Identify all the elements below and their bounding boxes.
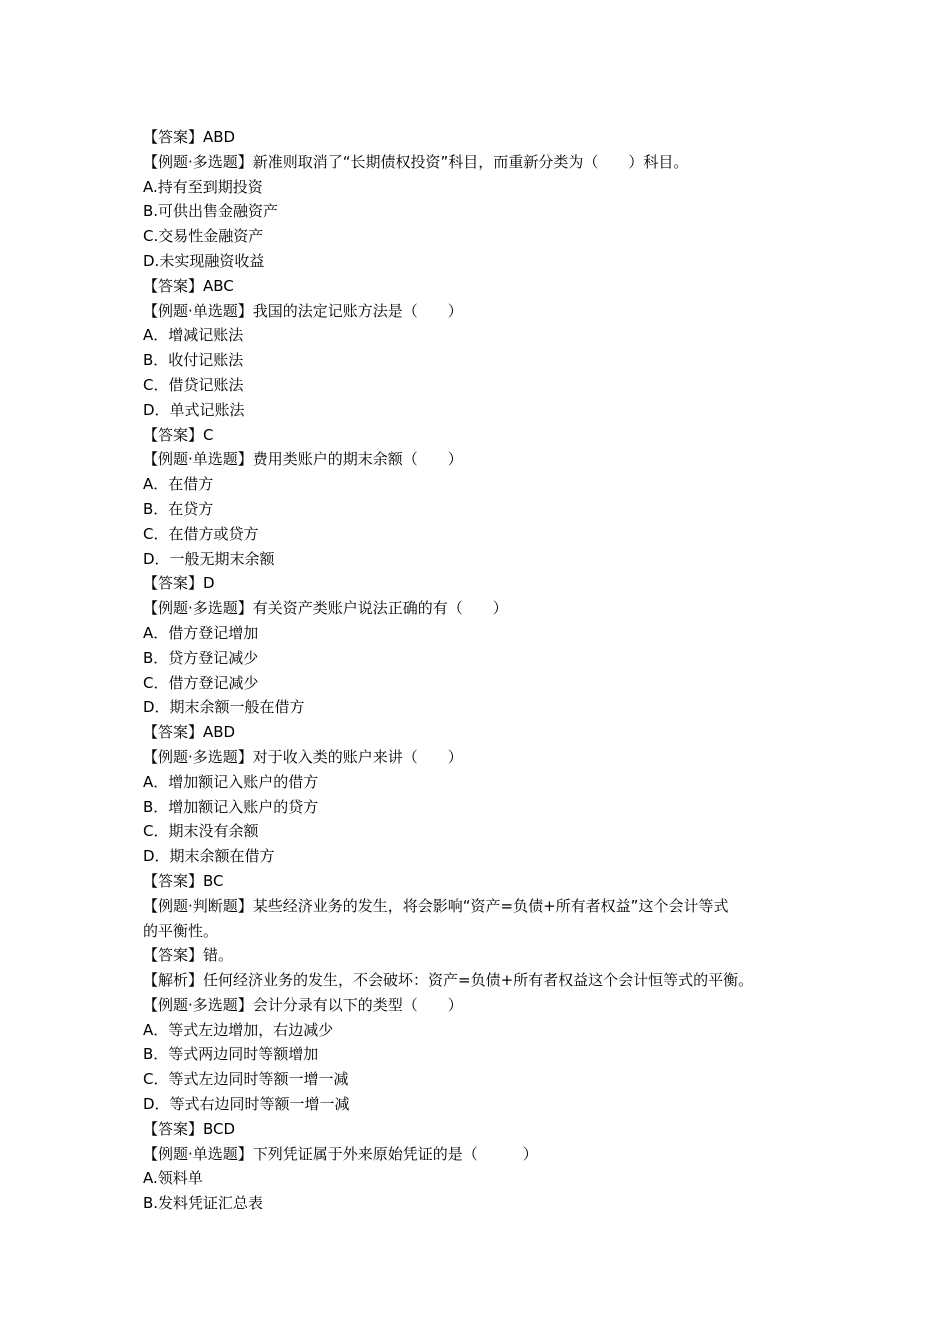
text-line: D．期末余额在借方 — [143, 847, 275, 866]
text-line: D．等式右边同时等额一增一减 — [143, 1095, 350, 1114]
text-line: A.持有至到期投资 — [143, 177, 263, 196]
text-line: 【答案】C — [143, 425, 214, 444]
text-line: 的平衡性。 — [143, 921, 219, 940]
text-line: 【例题·多选题】对于收入类的账户来讲（ ） — [143, 747, 463, 766]
text-line: C.交易性金融资产 — [143, 227, 264, 246]
text-line: 【答案】ABC — [143, 276, 234, 295]
text-line: C．在借方或贷方 — [143, 524, 259, 543]
text-line: 【答案】ABD — [143, 128, 236, 146]
text-line: A.领料单 — [143, 1169, 203, 1188]
text-line: 【答案】D — [143, 574, 215, 593]
text-line: A．在借方 — [143, 475, 214, 494]
text-line: C．借方登记减少 — [143, 673, 259, 692]
text-line: 【解析】任何经济业务的发生，不会破坏：资产=负债+所有者权益这个会计恒等式的平衡。 — [143, 971, 754, 990]
text-line: D．期末余额一般在借方 — [143, 698, 305, 717]
text-line: 【答案】错。 — [143, 946, 234, 965]
text-line: B．收付记账法 — [143, 351, 244, 370]
text-line: 【例题·多选题】会计分录有以下的类型（ ） — [143, 995, 463, 1014]
text-line: D．单式记账法 — [143, 400, 245, 419]
text-line: 【例题·单选题】我国的法定记账方法是（ ） — [143, 301, 463, 320]
text-line: B.可供出售金融资产 — [143, 202, 279, 221]
text-line: D．一般无期末余额 — [143, 549, 275, 568]
text-line: C．借贷记账法 — [143, 375, 244, 394]
text-line: B．增加额记入账户的贷方 — [143, 797, 319, 816]
text-line: B．在贷方 — [143, 499, 214, 518]
text-line: 【例题·单选题】费用类账户的期末余额（ ） — [143, 450, 463, 469]
text-line: 【答案】BCD — [143, 1119, 236, 1138]
text-line: B．贷方登记减少 — [143, 648, 259, 667]
text-line: A．等式左边增加，右边减少 — [143, 1020, 334, 1039]
text-line: 【例题·多选题】新准则取消了“长期债权投资”科目，而重新分类为（ ）科目。 — [143, 152, 689, 171]
text-line: A．增加额记入账户的借方 — [143, 772, 319, 791]
text-line: 【答案】BC — [143, 871, 224, 890]
text-line: 【例题·多选题】有关资产类账户说法正确的有（ ） — [143, 599, 508, 618]
text-line: 【答案】ABD — [143, 723, 236, 742]
text-line: B．等式两边同时等额增加 — [143, 1045, 319, 1064]
text-line: D.未实现融资收益 — [143, 251, 265, 270]
text-line: 【例题·判断题】某些经济业务的发生，将会影响“资产=负债+所有者权益”这个会计等式 — [143, 896, 729, 915]
text-line: A．增减记账法 — [143, 326, 244, 345]
text-line: 【例题·单选题】下列凭证属于外来原始凭证的是（ ） — [143, 1144, 538, 1163]
text-line: A．借方登记增加 — [143, 623, 259, 642]
text-line: C．等式左边同时等额一增一减 — [143, 1070, 349, 1089]
text-line: B.发料凭证汇总表 — [143, 1194, 264, 1213]
text-line: C．期末没有余额 — [143, 822, 259, 841]
document-body — [143, 125, 813, 1216]
